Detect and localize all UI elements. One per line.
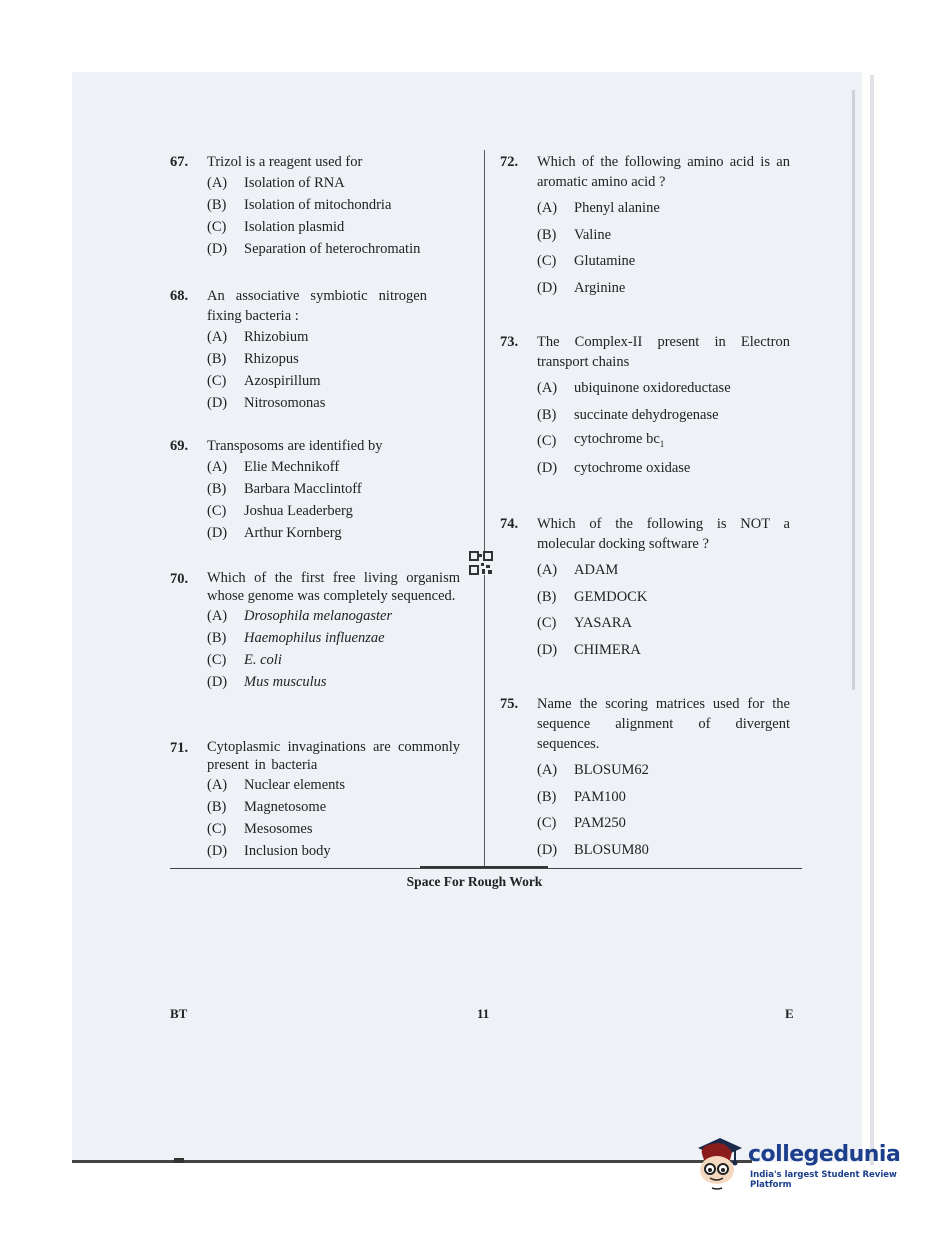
question-72 xyxy=(500,152,790,301)
question-number: 72. xyxy=(500,154,519,170)
question-69 xyxy=(170,436,460,544)
option-c: (C) Glutamine xyxy=(537,253,636,270)
option-b: (B) GEMDOCK xyxy=(537,588,648,605)
page-bottom-mark xyxy=(174,1158,184,1163)
option-a: (A) Nuclear elements xyxy=(207,777,346,793)
rough-work-rule xyxy=(170,868,802,869)
question-stem: Name the scoring matrices used for the sequence alignment of divergent sequences. xyxy=(537,696,790,752)
page-edge xyxy=(852,90,855,690)
option-d: (D) Separation of heterochromatin xyxy=(207,241,421,257)
option-b: (B) Rhizopus xyxy=(207,351,299,367)
option-c: (C) PAM250 xyxy=(537,815,626,832)
option-d: (D) Mus musculus xyxy=(207,674,327,690)
question-stem: Trizol is a reagent used for xyxy=(207,154,363,170)
option-d: (D) CHIMERA xyxy=(537,641,641,658)
question-number: 74. xyxy=(500,516,519,532)
question-73 xyxy=(500,332,790,481)
question-stem: The Complex-II present in Electron transport chains xyxy=(537,334,790,370)
qr-code-icon xyxy=(469,551,493,575)
option-a: (A) Drosophila melanogaster xyxy=(207,608,393,624)
question-number: 73. xyxy=(500,334,519,350)
question-number: 69. xyxy=(170,438,189,454)
option-a: (A) Phenyl alanine xyxy=(537,200,660,217)
question-stem: Transposoms are identified by xyxy=(207,438,383,454)
option-a: (A) Rhizobium xyxy=(207,329,309,345)
question-stem: Which of the following is NOT a molecular docking software ? xyxy=(537,516,790,552)
rough-work-label: Space For Rough Work xyxy=(406,874,543,889)
option-a: (A) BLOSUM62 xyxy=(537,762,649,779)
subscript: 1 xyxy=(659,438,665,449)
question-75 xyxy=(500,694,790,863)
option-b: (B) Valine xyxy=(537,226,612,243)
option-c: (C) YASARA xyxy=(537,615,633,632)
column-divider xyxy=(484,150,485,868)
page-number: 11 xyxy=(477,1006,490,1021)
option-d: (D) Arginine xyxy=(537,279,626,296)
option-b: (B) Haemophilus influenzae xyxy=(207,630,385,646)
option-d: (D) Arthur Kornberg xyxy=(207,525,342,541)
rough-work-rule-thick xyxy=(420,866,548,868)
option-c: (C) Mesosomes xyxy=(207,821,313,837)
question-71 xyxy=(170,738,460,862)
question-stem: Which of the first free living organism whose genome was completely sequenced. xyxy=(207,570,460,604)
question-stem: Which of the following amino acid is an aromatic amino acid ? xyxy=(537,154,790,190)
brand-tagline: India's largest Student Review Platform xyxy=(750,1170,897,1190)
option-c: (C) Azospirillum xyxy=(207,373,321,389)
option-c: (C) E. coli xyxy=(207,652,282,668)
paper-code: BT xyxy=(170,1006,188,1021)
option-a: (A) Elie Mechnikoff xyxy=(207,459,340,475)
option-b: (B) Isolation of mitochondria xyxy=(207,197,392,213)
question-74 xyxy=(500,514,790,663)
question-number: 75. xyxy=(500,696,519,712)
option-a: (A) ADAM xyxy=(537,562,619,579)
option-c: (C) cytochrome $bc_1$ xyxy=(537,430,665,450)
option-a: (A) Isolation of RNA xyxy=(207,175,345,191)
option-b: (B) PAM100 xyxy=(537,788,626,805)
question-number: 71. xyxy=(170,740,189,756)
option-b: (B) Barbara Macclintoff xyxy=(207,481,362,497)
mascot-icon xyxy=(690,1130,748,1194)
paper-set: E xyxy=(785,1006,794,1021)
option-a: (A) ubiquinone oxidoreductase xyxy=(537,380,731,397)
question-stem: An associative symbiotic nitrogen fixing bacteria : xyxy=(207,288,427,324)
option-d: (D) BLOSUM80 xyxy=(537,841,649,858)
option-b: (B) Magnetosome xyxy=(207,799,327,815)
question-number: 70. xyxy=(170,571,189,587)
option-d: (D) Nitrosomonas xyxy=(207,395,326,411)
question-68 xyxy=(170,286,460,414)
option-d: (D) cytochrome oxidase xyxy=(537,459,691,476)
question-stem: Cytoplasmic invaginations are commonly present in bacteria xyxy=(207,739,460,773)
option-d: (D) Inclusion body xyxy=(207,843,331,859)
collegedunia-logo xyxy=(690,1130,920,1194)
option-c: (C) Isolation plasmid xyxy=(207,219,345,235)
option-c: (C) Joshua Leaderberg xyxy=(207,503,353,519)
option-b: (B) succinate dehydrogenase xyxy=(537,406,719,423)
question-number: 67. xyxy=(170,154,189,170)
page-edge xyxy=(870,75,874,1165)
question-70 xyxy=(170,569,460,693)
question-number: 68. xyxy=(170,288,189,304)
brand-name: collegedunia xyxy=(748,1142,901,1167)
question-67 xyxy=(170,152,460,260)
